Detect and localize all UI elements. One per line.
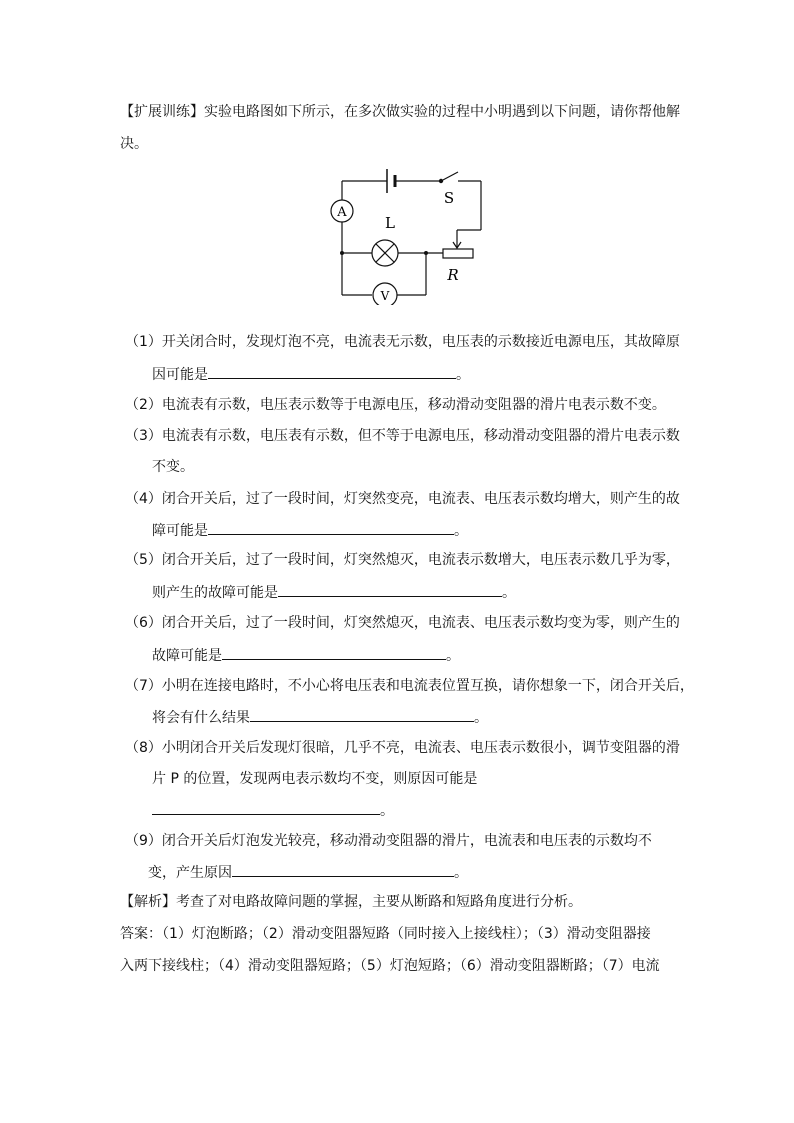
period: 。 [380, 803, 394, 819]
question-6-line-1: （6）闭合开关后，过了一段时间，灯突然熄灭，电流表、电压表示数均变为零，则产生的 [125, 615, 680, 631]
answer-blank[interactable] [250, 707, 474, 722]
question-7-line-2 [152, 707, 488, 728]
question-5-line-1: （5）闭合开关后，过了一段时间，灯突然熄灭，电流表示数增大，电压表示数几乎为零， [125, 552, 680, 568]
period: 。 [454, 523, 468, 539]
analysis-text: 考查了对电路故障问题的掌握，主要从断路和短路角度进行分析。 [176, 894, 582, 910]
answer-blank[interactable] [208, 520, 454, 535]
question-8-line-2: 片 P 的位置，发现两电表示数均不变，则原因可能是 [152, 771, 478, 787]
ammeter-label: A [337, 205, 347, 220]
intro-text-1: 实验电路图如下所示，在多次做实验的过程中小明遇到以下问题，请你帮他解 [204, 104, 680, 120]
period: 。 [502, 585, 516, 601]
period: 。 [454, 865, 468, 881]
switch-label: S [443, 189, 455, 207]
question-7-line-1: （7）小明在连接电路时，不小心将电压表和电流表位置互换，请你想象一下，闭合开关后， [125, 678, 694, 694]
question-9-line-2 [148, 862, 468, 883]
answer-blank[interactable] [232, 862, 454, 877]
answer-blank[interactable] [222, 645, 446, 660]
question-9-prompt: 变，产生原因 [148, 865, 232, 881]
analysis-tag: 【解析】 [120, 894, 176, 910]
question-1-line-1: （1）开关闭合时，发现灯泡不亮，电流表无示数，电压表的示数接近电源电压，其故障原 [125, 334, 680, 350]
circuit-diagram [325, 165, 495, 305]
question-9-line-1: （9）闭合开关后灯泡发光较亮，移动滑动变阻器的滑片，电流表和电压表的示数均不 [125, 833, 652, 849]
intro-line-1 [120, 102, 680, 122]
question-1-prompt: 因可能是 [152, 367, 208, 383]
question-3-line-2: 不变。 [152, 459, 194, 475]
question-4-prompt: 障可能是 [152, 523, 208, 539]
question-8-line-3 [152, 800, 394, 821]
question-2-line-1: （2）电流表有示数，电压表示数等于电源电压，移动滑动变阻器的滑片电表示数不变。 [125, 397, 666, 413]
voltmeter-label: V [380, 289, 390, 303]
lamp-label: L [385, 214, 395, 232]
question-4-line-2 [152, 520, 468, 541]
rheostat-body [443, 249, 473, 258]
question-3-line-1: （3）电流表有示数，电压表有示数，但不等于电源电压，移动滑动变阻器的滑片电表示数 [125, 428, 680, 444]
answer-line-2: 入两下接线柱；（4）滑动变阻器短路；（5）灯泡短路；（6）滑动变阻器断路；（7）电流 [120, 958, 660, 974]
period: 。 [456, 367, 470, 383]
answer-blank[interactable] [152, 800, 380, 815]
question-4-line-1: （4）闭合开关后，过了一段时间，灯突然变亮，电流表、电压表示数均增大，则产生的故 [125, 491, 680, 507]
switch-blade [441, 172, 458, 181]
period: 。 [446, 648, 460, 664]
period: 。 [474, 710, 488, 726]
question-7-prompt: 将会有什么结果 [152, 710, 250, 726]
question-1-line-2 [152, 364, 470, 385]
answer-blank[interactable] [278, 582, 502, 597]
question-6-prompt: 故障可能是 [152, 648, 222, 664]
question-8-line-1: （8）小明闭合开关后发现灯很暗，几乎不亮，电流表、电压表示数很小，调节变阻器的滑 [125, 740, 680, 756]
intro-line-2: 决。 [120, 136, 148, 152]
answer-line-1: 答案：（1）灯泡断路；（2）滑动变阻器短路（同时接入上接线柱）；（3）滑动变阻器接 [120, 926, 651, 942]
question-6-line-2 [152, 645, 460, 666]
question-5-line-2 [152, 582, 516, 603]
analysis-line [120, 892, 582, 912]
extension-training-tag: 【扩展训练】 [120, 104, 204, 120]
question-5-prompt: 则产生的故障可能是 [152, 585, 278, 601]
rheostat-label: R [447, 266, 459, 284]
answer-blank[interactable] [208, 364, 456, 379]
